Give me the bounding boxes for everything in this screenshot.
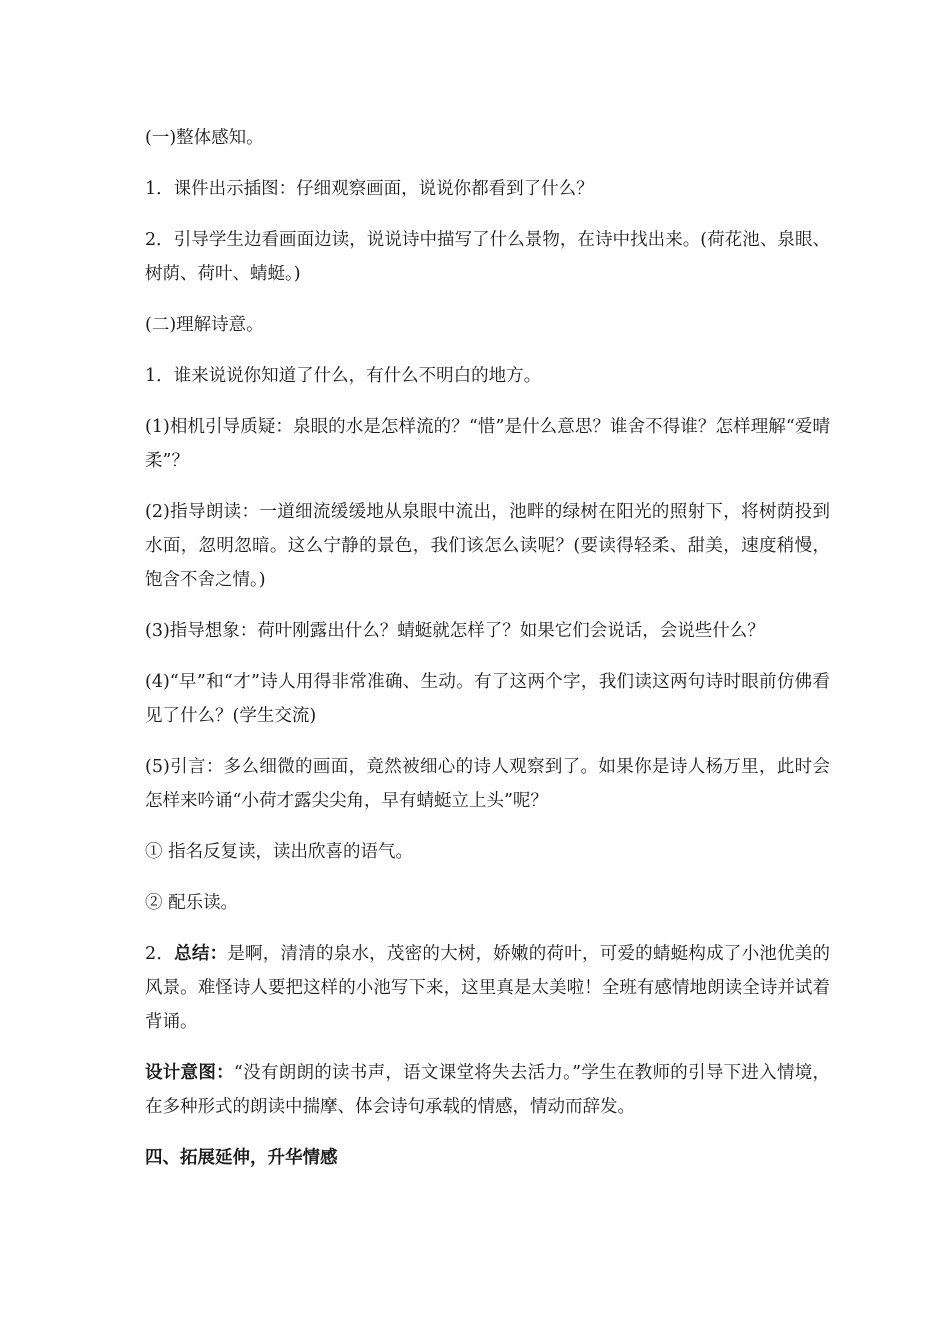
section-heading-extend: 四、拓展延伸，升华情感 (145, 1148, 338, 1168)
item-2-2-number: 2． (145, 944, 175, 964)
paragraph-item-2-2 (145, 937, 830, 1039)
paragraph-sub-3: (3)指导想象：荷叶刚露出什么？蜻蜓就怎样了？如果它们会说话，会说些什么？ (145, 621, 765, 641)
design-intent-label: 设计意图： (145, 1063, 234, 1083)
paragraph-design-intent (145, 1056, 830, 1124)
paragraph-item-2-1: 1．谁来说说你知道了什么，有什么不明白的地方。 (145, 366, 542, 386)
sub-5-label: 引言： (169, 757, 224, 777)
paragraph-item-1-1: 1．课件出示插图：仔细观察画面，说说你都看到了什么？ (145, 179, 594, 199)
paragraph-sub-1: (1)相机引导质疑：泉眼的水是怎样流的？“惜”是什么意思？谁舍不得谁？怎样理解“爱晴柔”？ (145, 417, 830, 471)
item-2-2-label: 总结： (174, 944, 228, 964)
section-heading-understand: (二)理解诗意。 (145, 315, 264, 335)
section-heading-overall: (一)整体感知。 (145, 128, 264, 148)
design-intent-text: “没有朗朗的读书声，语文课堂将失去活力。”学生在教师的引导下进入情境，在多种形式的朗读中揣摩、体会诗句承载的情感，情动而辞发。 (145, 1063, 831, 1117)
paragraph-sub-2: (2)指导朗读：一道细流缓缓地从泉眼中流出，池畔的绿树在阳光的照射下，将树荫投到水面，忽明忽暗。这么宁静的景色，我们该怎么读呢？(要读得轻柔、甜美，速度稍慢，饱含不舍之情。) (145, 502, 830, 590)
paragraph-circle-2: ② 配乐读。 (145, 893, 239, 913)
paragraph-circle-1: ① 指名反复读，读出欣喜的语气。 (145, 842, 414, 862)
document-body (145, 121, 830, 1192)
paragraph-sub-4: (4)“早”和“才”诗人用得非常准确、生动。有了这两个字，我们读这两句诗时眼前仿佛看见了什么？(学生交流) (145, 672, 830, 726)
paragraph-sub-5 (145, 750, 830, 818)
item-2-2-text: 是啊，清清的泉水，茂密的大树，娇嫩的荷叶，可爱的蜻蜓构成了小池优美的风景。难怪诗人要把这样的小池写下来，这里真是太美啦！全班有感情地朗读全诗并试着背诵。 (145, 944, 831, 1032)
sub-5-text: 多么细微的画面，竟然被细心的诗人观察到了。如果你是诗人杨万里，此时会怎样来吟诵“小荷才露尖尖角，早有蜻蜓立上头”呢？ (145, 757, 830, 811)
paragraph-item-1-2: 2．引导学生边看画面边读，说说诗中描写了什么景物，在诗中找出来。(荷花池、泉眼、树荫、荷叶、蜻蜓。) (145, 230, 830, 284)
sub-5-number: (5) (145, 757, 170, 777)
